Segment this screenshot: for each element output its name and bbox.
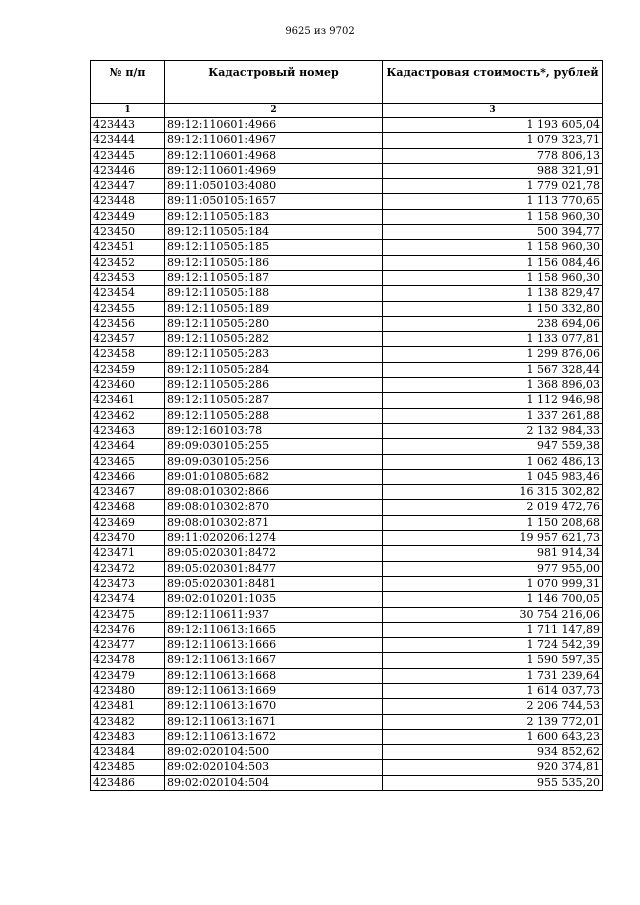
row-cadastral-value: 1 590 597,35: [383, 653, 603, 668]
row-index: 423470: [91, 531, 165, 546]
row-cadastral-number: 89:11:020206:1274: [165, 531, 383, 546]
table-row: [91, 179, 603, 194]
row-cadastral-value: 1 193 605,04: [383, 118, 603, 133]
table-row: [91, 286, 603, 301]
row-cadastral-number: 89:12:110601:4968: [165, 148, 383, 163]
table-row: [91, 515, 603, 530]
row-cadastral-number: 89:02:020104:500: [165, 745, 383, 760]
row-index: 423483: [91, 729, 165, 744]
table-row: [91, 439, 603, 454]
row-cadastral-number: 89:05:020301:8472: [165, 546, 383, 561]
table-row: [91, 714, 603, 729]
row-index: 423460: [91, 378, 165, 393]
table-row: [91, 745, 603, 760]
row-cadastral-value: 1 600 643,23: [383, 729, 603, 744]
row-index: 423468: [91, 500, 165, 515]
row-cadastral-number: 89:12:110505:288: [165, 408, 383, 423]
row-index: 423471: [91, 546, 165, 561]
table-body: [91, 118, 603, 791]
table-row: [91, 592, 603, 607]
table-row: [91, 668, 603, 683]
row-cadastral-value: 778 806,13: [383, 148, 603, 163]
row-index: 423476: [91, 622, 165, 637]
row-cadastral-value: 1 158 960,30: [383, 209, 603, 224]
row-cadastral-value: 2 206 744,53: [383, 699, 603, 714]
table-row: [91, 378, 603, 393]
page-number: 9625 из 9702: [285, 26, 355, 37]
row-cadastral-value: 1 045 983,46: [383, 469, 603, 484]
row-index: 423455: [91, 301, 165, 316]
row-cadastral-number: 89:12:110505:287: [165, 393, 383, 408]
header-cadastral-value: Кадастровая стоимость*, рублей: [383, 61, 603, 104]
row-cadastral-number: 89:11:050103:4080: [165, 179, 383, 194]
row-cadastral-number: 89:12:110505:280: [165, 316, 383, 331]
row-cadastral-value: 1 779 021,78: [383, 179, 603, 194]
table-row: [91, 301, 603, 316]
row-cadastral-number: 89:12:110505:186: [165, 255, 383, 270]
row-cadastral-number: 89:05:020301:8481: [165, 576, 383, 591]
row-index: 423452: [91, 255, 165, 270]
row-cadastral-value: 238 694,06: [383, 316, 603, 331]
table-row: [91, 255, 603, 270]
row-cadastral-number: 89:12:110613:1671: [165, 714, 383, 729]
row-index: 423450: [91, 225, 165, 240]
row-cadastral-value: 947 559,38: [383, 439, 603, 454]
row-index: 423453: [91, 270, 165, 285]
row-cadastral-number: 89:12:110505:189: [165, 301, 383, 316]
row-cadastral-value: 1 070 999,31: [383, 576, 603, 591]
row-index: 423478: [91, 653, 165, 668]
table-row: [91, 683, 603, 698]
row-cadastral-value: 1 150 208,68: [383, 515, 603, 530]
table-row: [91, 240, 603, 255]
row-index: 423473: [91, 576, 165, 591]
table-row: [91, 561, 603, 576]
row-cadastral-number: 89:12:160103:78: [165, 423, 383, 438]
table-row: [91, 760, 603, 775]
row-cadastral-value: 2 019 472,76: [383, 500, 603, 515]
row-cadastral-number: 89:12:110613:1668: [165, 668, 383, 683]
row-cadastral-number: 89:08:010302:870: [165, 500, 383, 515]
row-cadastral-number: 89:12:110613:1672: [165, 729, 383, 744]
row-cadastral-number: 89:12:110505:283: [165, 347, 383, 362]
column-number: 3: [383, 104, 603, 118]
table-row: [91, 729, 603, 744]
row-cadastral-number: 89:02:010201:1035: [165, 592, 383, 607]
table-row: [91, 546, 603, 561]
table-row: [91, 423, 603, 438]
table-row: [91, 699, 603, 714]
row-cadastral-value: 1 299 876,06: [383, 347, 603, 362]
row-index: 423480: [91, 683, 165, 698]
row-cadastral-number: 89:12:110601:4966: [165, 118, 383, 133]
row-index: 423448: [91, 194, 165, 209]
row-cadastral-number: 89:01:010805:682: [165, 469, 383, 484]
row-index: 423456: [91, 316, 165, 331]
row-index: 423464: [91, 439, 165, 454]
row-cadastral-number: 89:12:110505:282: [165, 332, 383, 347]
row-index: 423474: [91, 592, 165, 607]
row-cadastral-value: 2 139 772,01: [383, 714, 603, 729]
cadastral-table: [90, 60, 603, 791]
row-cadastral-value: 1 113 770,65: [383, 194, 603, 209]
header-cadastral-number: Кадастровый номер: [165, 61, 383, 104]
row-index: 423449: [91, 209, 165, 224]
row-cadastral-value: 2 132 984,33: [383, 423, 603, 438]
row-index: 423445: [91, 148, 165, 163]
column-number: 1: [91, 104, 165, 118]
header-row: [91, 61, 603, 104]
table-row: [91, 653, 603, 668]
row-index: 423477: [91, 638, 165, 653]
row-cadastral-number: 89:08:010302:866: [165, 485, 383, 500]
row-cadastral-value: 1 150 332,80: [383, 301, 603, 316]
row-index: 423479: [91, 668, 165, 683]
row-index: 423461: [91, 393, 165, 408]
row-index: 423472: [91, 561, 165, 576]
row-index: 423451: [91, 240, 165, 255]
header-index: № п/п: [91, 61, 165, 104]
row-cadastral-number: 89:12:110613:1669: [165, 683, 383, 698]
row-index: 423482: [91, 714, 165, 729]
row-cadastral-value: 1 158 960,30: [383, 240, 603, 255]
row-cadastral-value: 1 079 323,71: [383, 133, 603, 148]
row-cadastral-number: 89:12:110613:1670: [165, 699, 383, 714]
row-cadastral-number: 89:12:110505:188: [165, 286, 383, 301]
row-cadastral-value: 19 957 621,73: [383, 531, 603, 546]
row-index: 423466: [91, 469, 165, 484]
row-cadastral-value: 1 156 084,46: [383, 255, 603, 270]
table-row: [91, 775, 603, 790]
row-cadastral-value: 16 315 302,82: [383, 485, 603, 500]
row-cadastral-value: 1 731 239,64: [383, 668, 603, 683]
table-row: [91, 148, 603, 163]
table-row: [91, 194, 603, 209]
row-cadastral-number: 89:08:010302:871: [165, 515, 383, 530]
row-cadastral-number: 89:12:110613:1667: [165, 653, 383, 668]
row-index: 423486: [91, 775, 165, 790]
row-cadastral-value: 1 133 077,81: [383, 332, 603, 347]
row-index: 423475: [91, 607, 165, 622]
row-index: 423444: [91, 133, 165, 148]
table-row: [91, 225, 603, 240]
row-cadastral-number: 89:12:110601:4969: [165, 163, 383, 178]
table-row: [91, 454, 603, 469]
row-index: 423457: [91, 332, 165, 347]
row-index: 423481: [91, 699, 165, 714]
row-cadastral-number: 89:09:030105:256: [165, 454, 383, 469]
table-row: [91, 607, 603, 622]
row-index: 423463: [91, 423, 165, 438]
table-row: [91, 163, 603, 178]
row-cadastral-number: 89:12:110613:1665: [165, 622, 383, 637]
row-index: 423484: [91, 745, 165, 760]
table-row: [91, 118, 603, 133]
column-number: 2: [165, 104, 383, 118]
row-cadastral-value: 1 614 037,73: [383, 683, 603, 698]
row-cadastral-number: 89:02:020104:503: [165, 760, 383, 775]
row-index: 423458: [91, 347, 165, 362]
row-cadastral-number: 89:05:020301:8477: [165, 561, 383, 576]
table-row: [91, 622, 603, 637]
row-cadastral-value: 1 567 328,44: [383, 362, 603, 377]
row-index: 423447: [91, 179, 165, 194]
row-cadastral-value: 30 754 216,06: [383, 607, 603, 622]
row-index: 423485: [91, 760, 165, 775]
row-cadastral-number: 89:12:110505:286: [165, 378, 383, 393]
row-cadastral-value: 1 112 946,98: [383, 393, 603, 408]
row-cadastral-value: 1 138 829,47: [383, 286, 603, 301]
table-row: [91, 408, 603, 423]
row-cadastral-value: 1 158 960,30: [383, 270, 603, 285]
table-row: [91, 638, 603, 653]
row-index: 423446: [91, 163, 165, 178]
row-index: 423459: [91, 362, 165, 377]
row-cadastral-number: 89:09:030105:255: [165, 439, 383, 454]
row-cadastral-value: 977 955,00: [383, 561, 603, 576]
row-cadastral-value: 1 337 261,88: [383, 408, 603, 423]
row-cadastral-value: 988 321,91: [383, 163, 603, 178]
row-index: 423467: [91, 485, 165, 500]
row-cadastral-value: 1 368 896,03: [383, 378, 603, 393]
row-index: 423469: [91, 515, 165, 530]
row-cadastral-number: 89:11:050105:1657: [165, 194, 383, 209]
table-row: [91, 316, 603, 331]
table-row: [91, 531, 603, 546]
row-cadastral-value: 500 394,77: [383, 225, 603, 240]
row-cadastral-number: 89:12:110505:187: [165, 270, 383, 285]
table-row: [91, 393, 603, 408]
row-cadastral-number: 89:02:020104:504: [165, 775, 383, 790]
row-cadastral-number: 89:12:110611:937: [165, 607, 383, 622]
row-cadastral-value: 1 062 486,13: [383, 454, 603, 469]
row-cadastral-number: 89:12:110613:1666: [165, 638, 383, 653]
table-row: [91, 270, 603, 285]
row-cadastral-number: 89:12:110505:184: [165, 225, 383, 240]
row-cadastral-value: 1 724 542,39: [383, 638, 603, 653]
row-cadastral-number: 89:12:110505:185: [165, 240, 383, 255]
table-row: [91, 485, 603, 500]
table-row: [91, 332, 603, 347]
row-index: 423443: [91, 118, 165, 133]
row-index: 423454: [91, 286, 165, 301]
row-index: 423465: [91, 454, 165, 469]
row-cadastral-value: 934 852,62: [383, 745, 603, 760]
table-row: [91, 362, 603, 377]
row-cadastral-number: 89:12:110505:183: [165, 209, 383, 224]
row-cadastral-value: 1 146 700,05: [383, 592, 603, 607]
row-index: 423462: [91, 408, 165, 423]
table-row: [91, 469, 603, 484]
row-cadastral-number: 89:12:110505:284: [165, 362, 383, 377]
row-cadastral-number: 89:12:110601:4967: [165, 133, 383, 148]
row-cadastral-value: 920 374,81: [383, 760, 603, 775]
table-row: [91, 500, 603, 515]
table-row: [91, 347, 603, 362]
column-number-row: [91, 104, 603, 118]
row-cadastral-value: 1 711 147,89: [383, 622, 603, 637]
row-cadastral-value: 981 914,34: [383, 546, 603, 561]
table-row: [91, 133, 603, 148]
table-row: [91, 576, 603, 591]
row-cadastral-value: 955 535,20: [383, 775, 603, 790]
table-row: [91, 209, 603, 224]
